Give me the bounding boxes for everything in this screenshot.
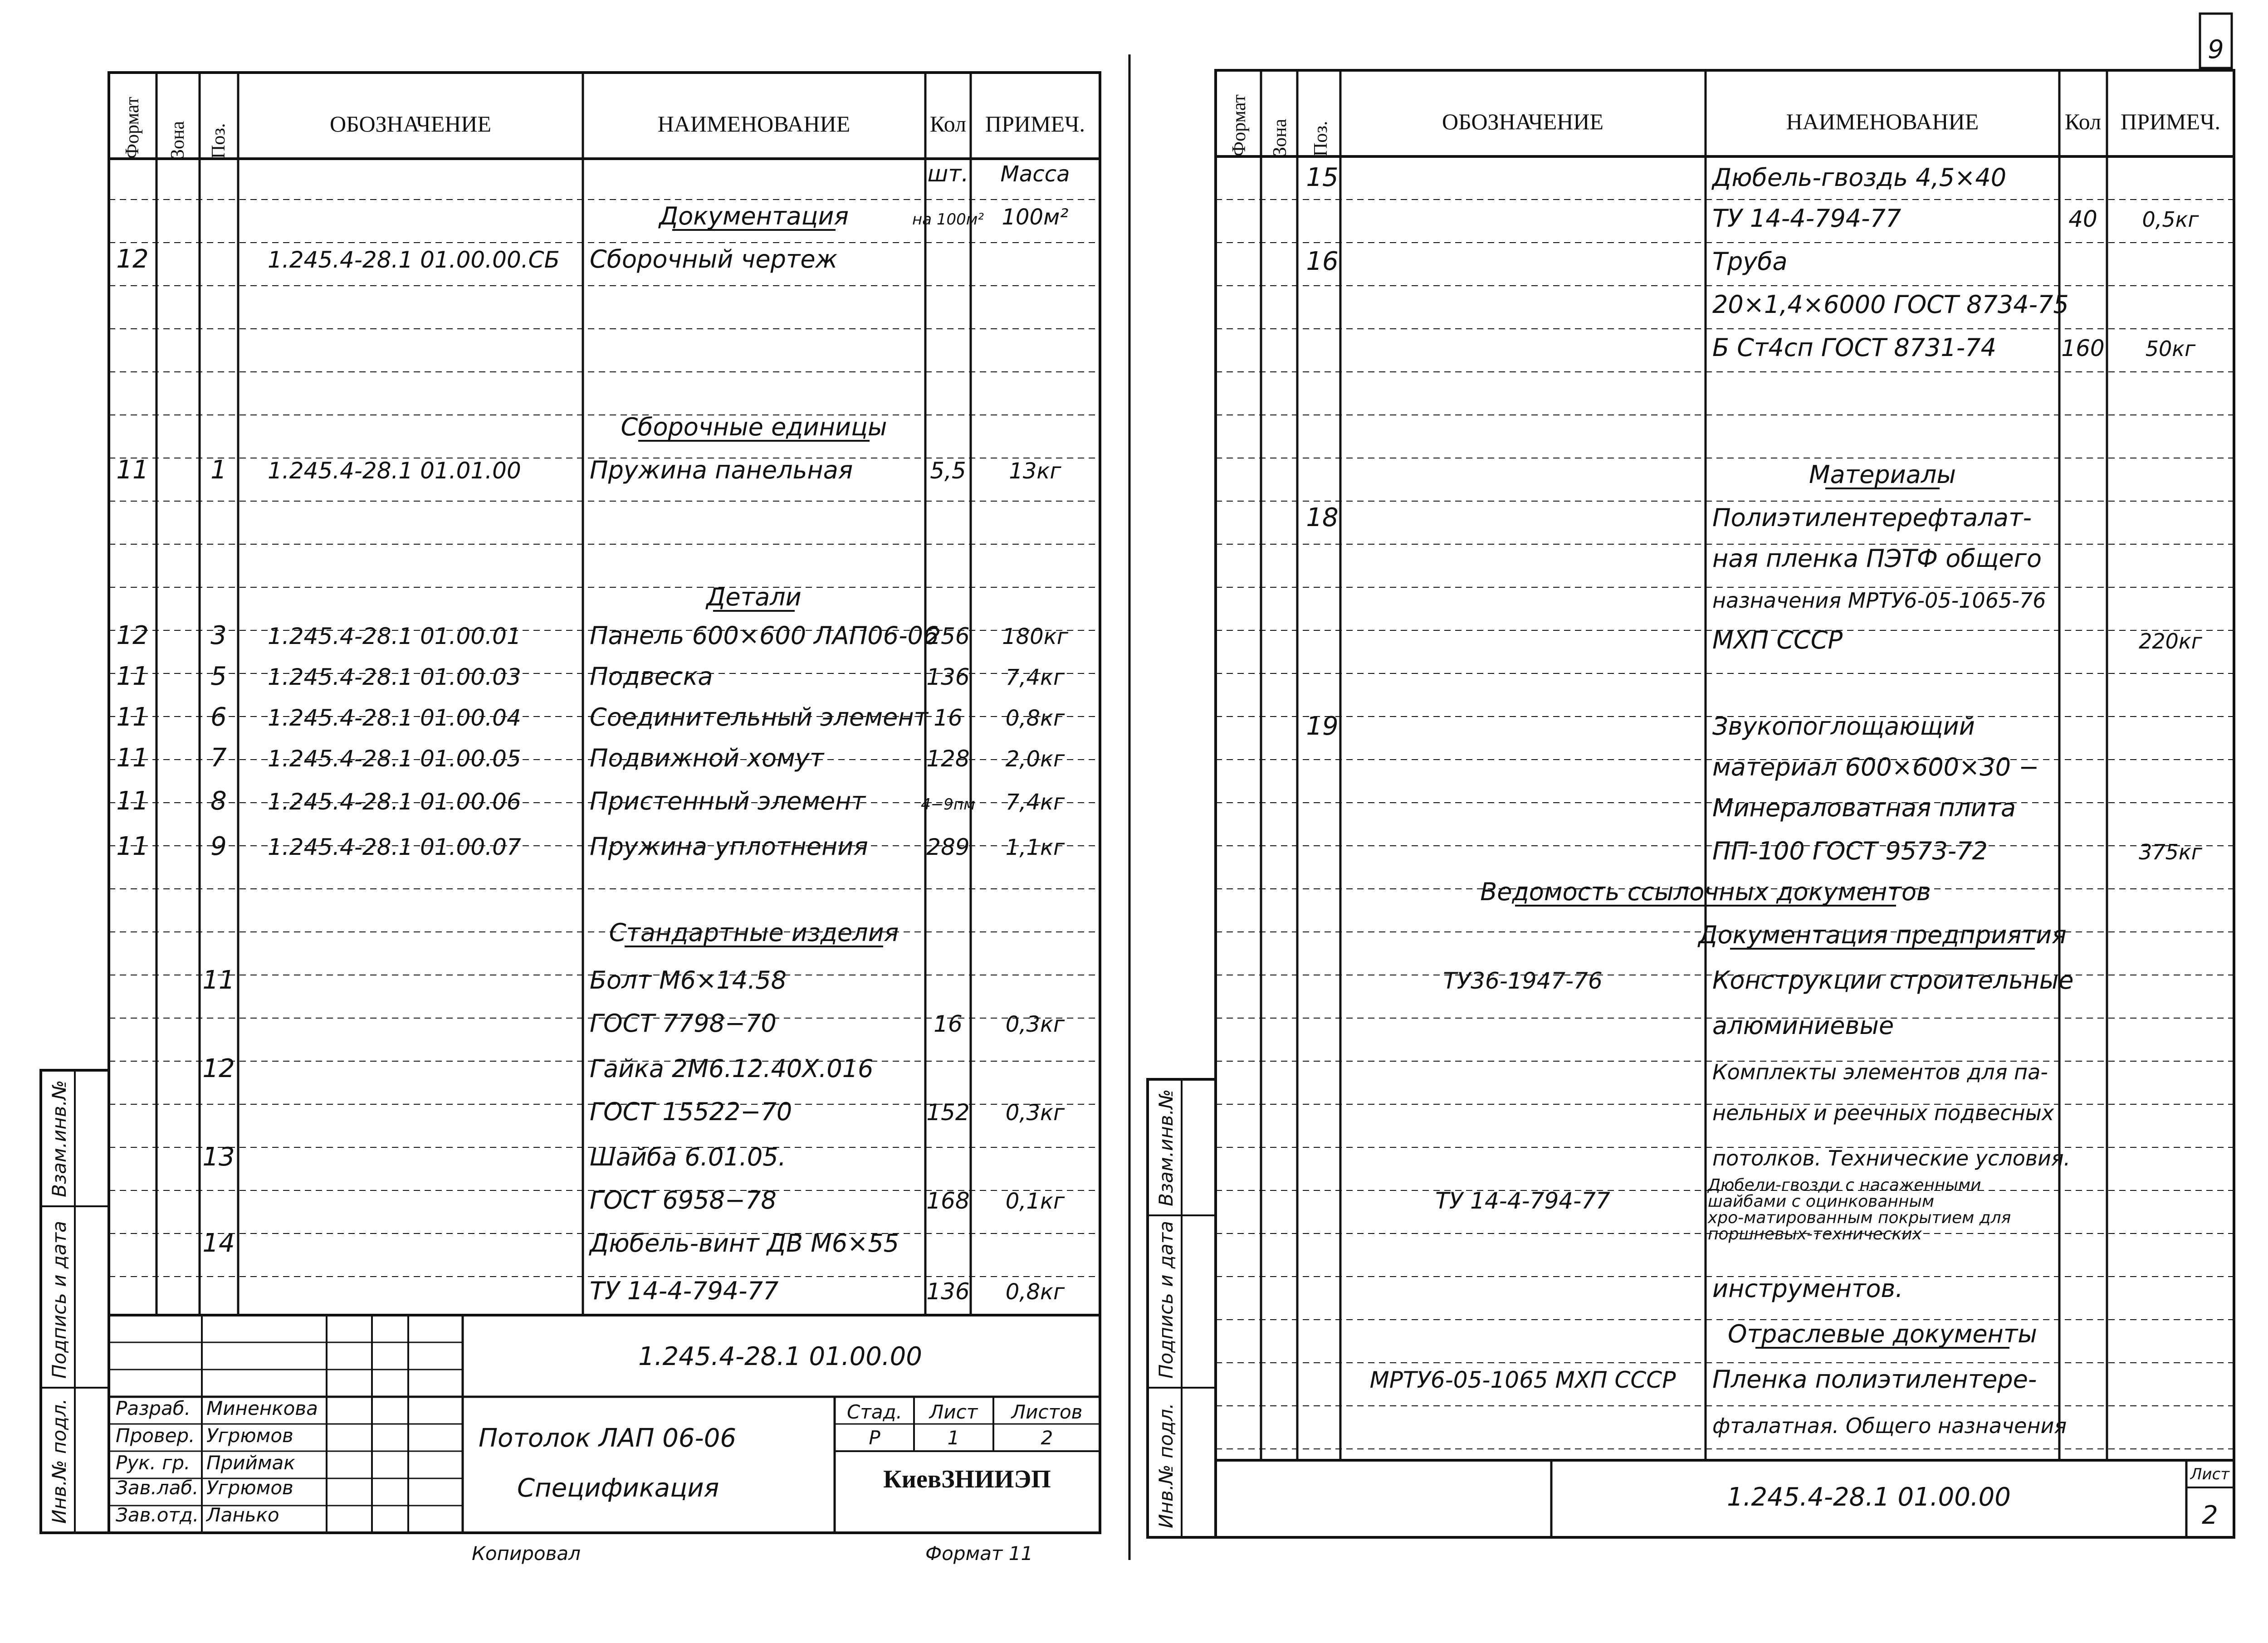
row-qty: шт. <box>927 161 969 187</box>
page-number: 9 <box>2208 35 2224 64</box>
row-pos: 5 <box>210 662 227 691</box>
signer-role: Зав.отд. <box>116 1504 199 1526</box>
row-qty: 289 <box>926 834 970 860</box>
section-heading: Сборочные единицы <box>621 413 887 441</box>
row-pos: 9 <box>210 832 227 861</box>
row-note: 50кг <box>2145 336 2196 361</box>
right-row-lines <box>1216 200 2234 1449</box>
row-note: 7,4кг <box>1005 790 1065 815</box>
row-designation: 1.245.4-28.1 01.00.00.СБ <box>268 247 560 273</box>
row-name: Пленка полиэтилентере- <box>1712 1365 2037 1394</box>
header-format-right: Формат <box>1229 94 1250 156</box>
row-pos: 3 <box>210 621 227 650</box>
header-note: ПРИМЕЧ. <box>985 111 1085 137</box>
row-name: Панель 600×600 ЛАП06-06 <box>590 621 939 650</box>
sheet-label: Лист <box>929 1401 978 1423</box>
section-heading: Стандартные изделия <box>609 918 899 947</box>
header-note-right: ПРИМЕЧ. <box>2120 109 2221 134</box>
right-sheet-label: Лист <box>2190 1465 2230 1483</box>
row-pos: 11 <box>202 965 235 995</box>
row-note: 0,3кг <box>1005 1012 1065 1037</box>
right-header <box>1229 94 2220 156</box>
row-pos: 13 <box>202 1142 235 1172</box>
title-line2: Спецификация <box>517 1473 719 1503</box>
row-note: 7,4кг <box>1005 665 1065 690</box>
signer-name: Угрюмов <box>206 1424 293 1447</box>
row-note: Масса <box>1000 161 1070 187</box>
row-note: 375кг <box>2139 840 2202 864</box>
left-document-code: 1.245.4-28.1 01.00.00 <box>638 1342 922 1371</box>
stage-value: Р <box>869 1427 880 1449</box>
row-pos: 15 <box>1306 163 1339 192</box>
row-designation: 1.245.4-28.1 01.00.04 <box>268 705 521 731</box>
row-name: Конструкции строительные <box>1712 966 2074 995</box>
row-pos: 8 <box>210 786 227 816</box>
left-rows <box>116 161 1070 1305</box>
row-name: Соединительный элемент <box>590 703 929 731</box>
row-format: 11 <box>116 786 149 816</box>
section-heading: Ведомость ссылочных документов <box>1480 878 1931 906</box>
header-name: НАИМЕНОВАНИЕ <box>657 111 850 137</box>
sheet-value: 1 <box>947 1427 960 1449</box>
section-heading: Материалы <box>1809 460 1956 489</box>
page-number-box <box>2200 14 2232 68</box>
row-designation: 1.245.4-28.1 01.00.05 <box>268 746 521 772</box>
row-qty: 128 <box>926 746 970 772</box>
row-note: 13кг <box>1009 458 1061 484</box>
row-note: 0,5кг <box>2142 207 2199 232</box>
row-qty: 5,5 <box>930 458 966 484</box>
row-name: 20×1,4×6000 ГОСТ 8734-75 <box>1712 290 2069 319</box>
row-format: 11 <box>116 832 149 861</box>
row-qty: 16 <box>934 705 963 731</box>
row-name: Болт М6×14.58 <box>590 966 787 995</box>
row-name: МХП СССР <box>1712 626 1843 654</box>
row-name: Сборочный чертеж <box>590 245 838 273</box>
right-rows <box>1306 163 2202 1438</box>
row-note: 0,3кг <box>1005 1100 1065 1126</box>
organization: КиевЗНИИЭП <box>883 1465 1051 1493</box>
format-note: Формат 11 <box>925 1542 1033 1565</box>
header-name-right: НАИМЕНОВАНИЕ <box>1786 109 1979 134</box>
row-designation: 1.245.4-28.1 01.00.06 <box>268 789 521 815</box>
row-qty: 4−9пм <box>921 795 975 814</box>
row-name: Пружина панельная <box>590 456 853 484</box>
signer-role: Зав.лаб. <box>116 1477 199 1499</box>
left-title-block <box>109 1315 1100 1533</box>
row-note: 100м² <box>1002 205 1069 230</box>
row-name: Пружина уплотнения <box>590 832 868 861</box>
side-label-replaced: Взам.инв.№ <box>48 1080 70 1197</box>
signer-name: Угрюмов <box>206 1477 293 1499</box>
signer-name: Миненкова <box>206 1397 318 1419</box>
row-format: 12 <box>116 621 149 650</box>
row-qty: 136 <box>926 1278 970 1305</box>
row-note: 0,1кг <box>1005 1189 1065 1214</box>
stage-label: Стад. <box>847 1401 902 1423</box>
right-side-label-signature: Подпись и дата <box>1155 1221 1177 1379</box>
row-name: Подвеска <box>590 662 713 691</box>
header-zone-right: Зона <box>1270 118 1290 156</box>
row-note: 0,8кг <box>1005 1279 1065 1305</box>
row-name: алюминиевые <box>1712 1011 1894 1040</box>
row-format: 11 <box>116 702 149 732</box>
side-label-inventory: Инв.№ подл. <box>48 1398 70 1524</box>
row-pos: 12 <box>202 1054 235 1083</box>
header-qty: Кол <box>929 111 967 137</box>
signer-name: Приймак <box>206 1452 295 1474</box>
section-heading: Детали <box>706 583 802 611</box>
title-line1: Потолок ЛАП 06-06 <box>479 1424 736 1453</box>
right-side-label-replaced: Взам.инв.№ <box>1155 1089 1177 1206</box>
row-designation: МРТУ6-05-1065 МХП СССР <box>1369 1367 1676 1393</box>
row-name: Шайба 6.01.05. <box>590 1143 786 1171</box>
sheets-label: Листов <box>1011 1401 1083 1423</box>
header-zone: Зона <box>167 121 188 159</box>
signer-role: Разраб. <box>116 1397 191 1419</box>
row-qty: 40 <box>2068 206 2097 232</box>
row-name: назначения МРТУ6-05-1065-76 <box>1712 588 2046 613</box>
row-qty: на 100м² <box>912 210 984 229</box>
row-designation: ТУ36-1947-76 <box>1443 968 1603 994</box>
row-name: инструментов. <box>1712 1274 1903 1303</box>
row-name: нельных и реечных подвесных <box>1712 1101 2054 1125</box>
right-footer <box>1216 1460 2234 1537</box>
row-name: Дюбель-гвоздь 4,5×40 <box>1712 163 2007 192</box>
row-pos: 18 <box>1306 503 1339 532</box>
row-name: ГОСТ 7798−70 <box>590 1009 777 1038</box>
header-qty-right: Кол <box>2064 109 2102 134</box>
row-note: 0,8кг <box>1005 706 1065 731</box>
row-pos: 6 <box>210 702 227 732</box>
row-name: Пристенный элемент <box>590 787 865 815</box>
row-name: Б Ст4сп ГОСТ 8731-74 <box>1712 333 1996 362</box>
row-qty: 136 <box>926 664 970 690</box>
row-name: фталатная. Общего назначения <box>1712 1414 2067 1438</box>
row-name: Комплекты элементов для па- <box>1712 1060 2048 1084</box>
row-qty: 160 <box>2061 335 2105 361</box>
row-name: ПП-100 ГОСТ 9573-72 <box>1712 837 1988 865</box>
header-pos-right: Поз. <box>1310 121 1331 156</box>
row-name: Минераловатная плита <box>1712 794 2016 822</box>
header-pos: Поз. <box>208 123 229 159</box>
right-document-code: 1.245.4-28.1 01.00.00 <box>1727 1482 2011 1512</box>
row-name: ГОСТ 6958−78 <box>590 1186 777 1214</box>
side-label-signature: Подпись и дата <box>48 1221 70 1379</box>
row-format: 12 <box>116 244 149 274</box>
row-name: Полиэтилентерефталат- <box>1712 503 2032 532</box>
section-heading: Отраслевые документы <box>1728 1320 2037 1348</box>
row-format: 11 <box>116 662 149 691</box>
row-designation: ТУ 14-4-794-77 <box>1435 1188 1610 1214</box>
copied-note: Копировал <box>472 1542 581 1565</box>
sheets-value: 2 <box>1041 1427 1053 1449</box>
header-designation: ОБОЗНАЧЕНИЕ <box>329 111 492 137</box>
row-pos: 16 <box>1306 247 1339 276</box>
row-name: ТУ 14-4-794-77 <box>590 1277 779 1305</box>
row-name: Труба <box>1712 247 1788 276</box>
row-qty: 152 <box>926 1099 970 1126</box>
row-designation: 1.245.4-28.1 01.00.07 <box>268 834 521 860</box>
row-format: 11 <box>116 455 149 485</box>
row-name: ТУ 14-4-794-77 <box>1712 204 1901 233</box>
left-header <box>122 97 1085 159</box>
row-pos: 14 <box>202 1229 235 1258</box>
section-heading: Документация <box>659 202 849 230</box>
row-note: 1,1кг <box>1005 835 1065 860</box>
row-name: Гайка 2М6.12.40Х.016 <box>590 1054 874 1083</box>
signer-role: Рук. гр. <box>116 1452 191 1474</box>
row-name: ГОСТ 15522−70 <box>590 1097 792 1126</box>
row-designation: 1.245.4-28.1 01.00.03 <box>268 664 521 690</box>
right-side-strip <box>1148 1079 1216 1537</box>
signer-role: Провер. <box>116 1424 195 1447</box>
row-note: 2,0кг <box>1005 746 1065 772</box>
row-name: Дюбель-винт ДВ М6×55 <box>590 1229 899 1258</box>
header-designation-right: ОБОЗНАЧЕНИЕ <box>1442 109 1604 134</box>
left-side-strip <box>41 1070 109 1533</box>
row-format: 11 <box>116 743 149 773</box>
row-note: 180кг <box>1002 624 1068 649</box>
signers <box>116 1397 318 1526</box>
row-designation: 1.245.4-28.1 01.00.01 <box>268 623 521 649</box>
row-name: ная пленка ПЭТФ общего <box>1712 544 2042 573</box>
row-qty: 256 <box>926 623 970 649</box>
row-name: потолков. Технические условия. <box>1712 1146 2071 1170</box>
row-name: материал 600×600×30 − <box>1712 753 2039 781</box>
row-pos: 19 <box>1306 712 1339 741</box>
section-heading: Документация предприятия <box>1698 921 2067 949</box>
right-sheet-number: 2 <box>2202 1501 2218 1530</box>
row-pos: 7 <box>210 743 227 773</box>
row-qty: 168 <box>926 1188 970 1214</box>
row-name: Подвижной хомут <box>590 744 824 772</box>
row-designation: 1.245.4-28.1 01.01.00 <box>268 458 521 484</box>
row-note: 220кг <box>2139 629 2202 653</box>
row-name: Звукопоглощающий <box>1712 712 1975 741</box>
right-side-label-inventory: Инв.№ подл. <box>1155 1403 1177 1528</box>
row-qty: 16 <box>934 1011 963 1037</box>
header-format: Формат <box>122 97 143 159</box>
row-name-multiline: Дюбели-гвозди с насаженными шайбами с оцинкованным хро-матированным покрытием для поршневых-технических <box>1708 1176 2011 1243</box>
signer-name: Ланько <box>206 1504 279 1526</box>
row-pos: 1 <box>210 455 227 485</box>
